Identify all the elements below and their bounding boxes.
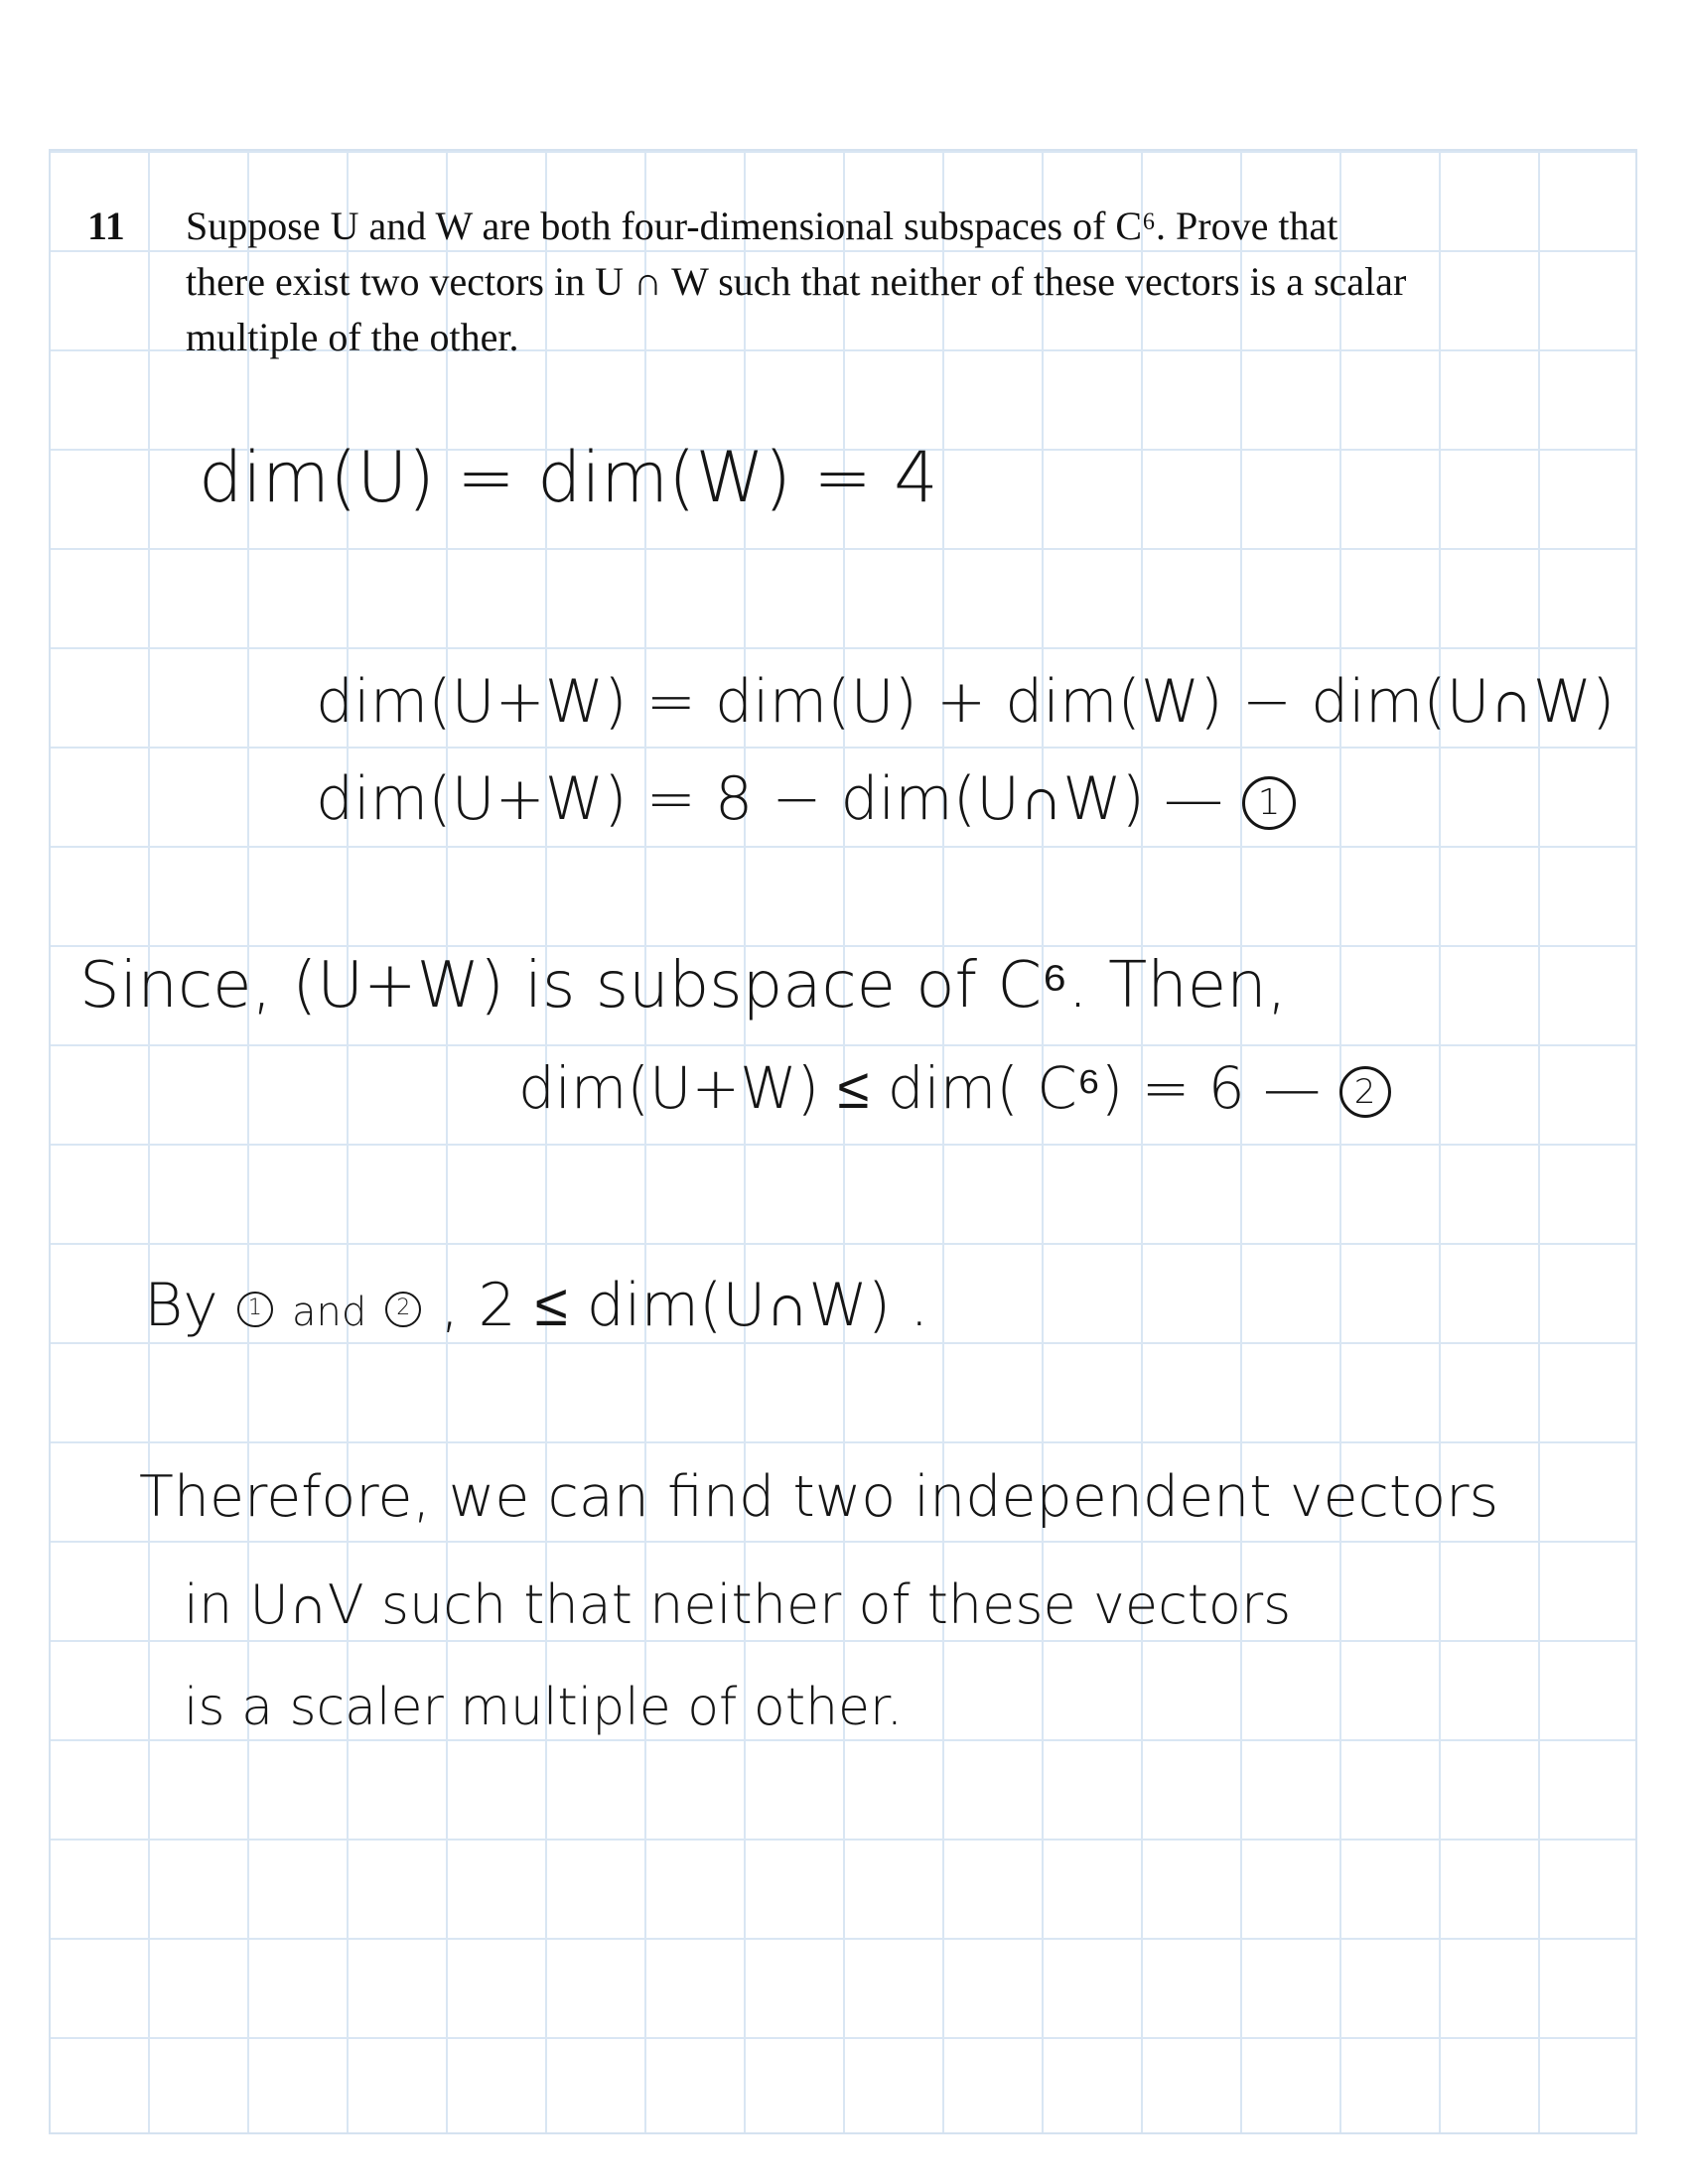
problem-line-2: there exist two vectors in U ∩ W such that neither of these vectors is a scalar [186, 259, 1407, 304]
reference-marker-1: 1 [237, 1292, 273, 1327]
equation-marker-2: 2 [1339, 1066, 1391, 1118]
problem-text [186, 199, 1566, 365]
solution-line-6-and: and [291, 1290, 367, 1335]
reference-marker-2: 2 [385, 1292, 421, 1327]
problem-line-3: multiple of the other. [186, 315, 519, 359]
problem-number: 11 [87, 204, 125, 248]
solution-line-6-text: , 2 ≤ dim(U∩W) . [440, 1271, 929, 1340]
solution-line-5 [518, 1054, 1391, 1122]
solution-line-6 [144, 1271, 928, 1340]
problem-line-1: Suppose U and W are both four-dimensional subspaces of C⁶. Prove that [186, 204, 1338, 248]
solution-line-6-by: By [144, 1271, 218, 1340]
solution-line-4: Since, (U+W) is subspace of C⁶. Then, [79, 949, 1288, 1023]
solution-line-7: Therefore, we can find two independent vectors [139, 1464, 1499, 1530]
solution-line-3-text: dim(U+W) = 8 − dim(U∩W) — [316, 764, 1224, 834]
solution-line-2: dim(U+W) = dim(U) + dim(W) − dim(U∩W) [316, 667, 1616, 737]
solution-line-1: dim(U) = dim(W) = 4 [199, 437, 938, 518]
solution-line-5-text: dim(U+W) ≤ dim( C⁶) = 6 — [518, 1054, 1322, 1122]
equation-marker-1: 1 [1242, 776, 1296, 830]
solution-line-8: in U∩V such that neither of these vectors [184, 1573, 1292, 1636]
solution-line-3 [316, 764, 1296, 834]
solution-line-9: is a scaler multiple of other. [184, 1678, 904, 1737]
